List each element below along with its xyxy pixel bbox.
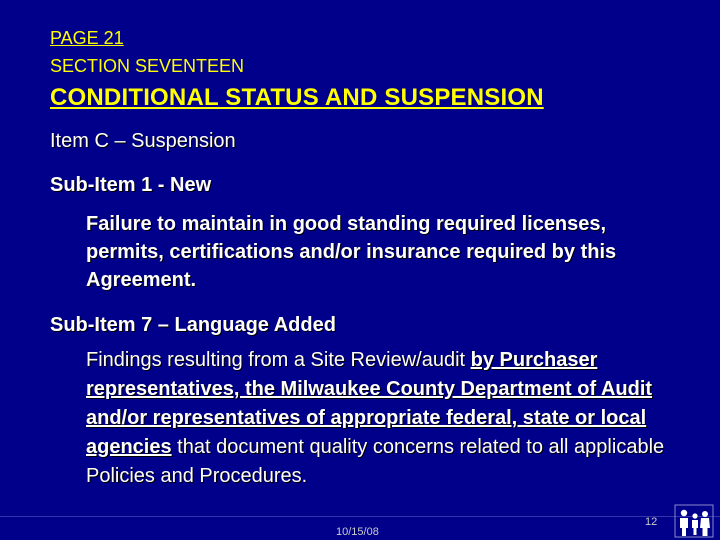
sub-item-1-text: Failure to maintain in good standing required licenses, permits, certifications and/or insurance required by this Agreement.: [86, 213, 617, 291]
footer-divider: [0, 516, 720, 517]
page-reference: PAGE 21: [50, 28, 124, 48]
sub-item-7-text-underlined: by Purchaser representatives, the Milwaukee County Department of Audit and/or representatives of appropriate federal, state or local agencies: [86, 349, 653, 458]
slide-title: CONDITIONAL STATUS AND SUSPENSION: [50, 84, 544, 111]
family-logo-icon: [674, 504, 714, 538]
footer-date: 10/15/08: [336, 526, 379, 538]
item-c-heading: Item C – Suspension: [50, 130, 236, 152]
section-heading: SECTION SEVENTEEN: [50, 56, 245, 76]
page-number: 12: [645, 516, 658, 528]
sub-item-1-heading: Sub-Item 1 - New: [50, 174, 212, 196]
sub-item-7-heading: Sub-Item 7 – Language Added: [50, 314, 336, 336]
sub-item-7-text: [86, 346, 706, 491]
sub-item-7-text-intro: Findings resulting from a Site Review/audit: [86, 349, 471, 371]
sub-item-7-text-end: that document quality concerns related to all applicable Policies and Procedures.: [86, 436, 665, 487]
